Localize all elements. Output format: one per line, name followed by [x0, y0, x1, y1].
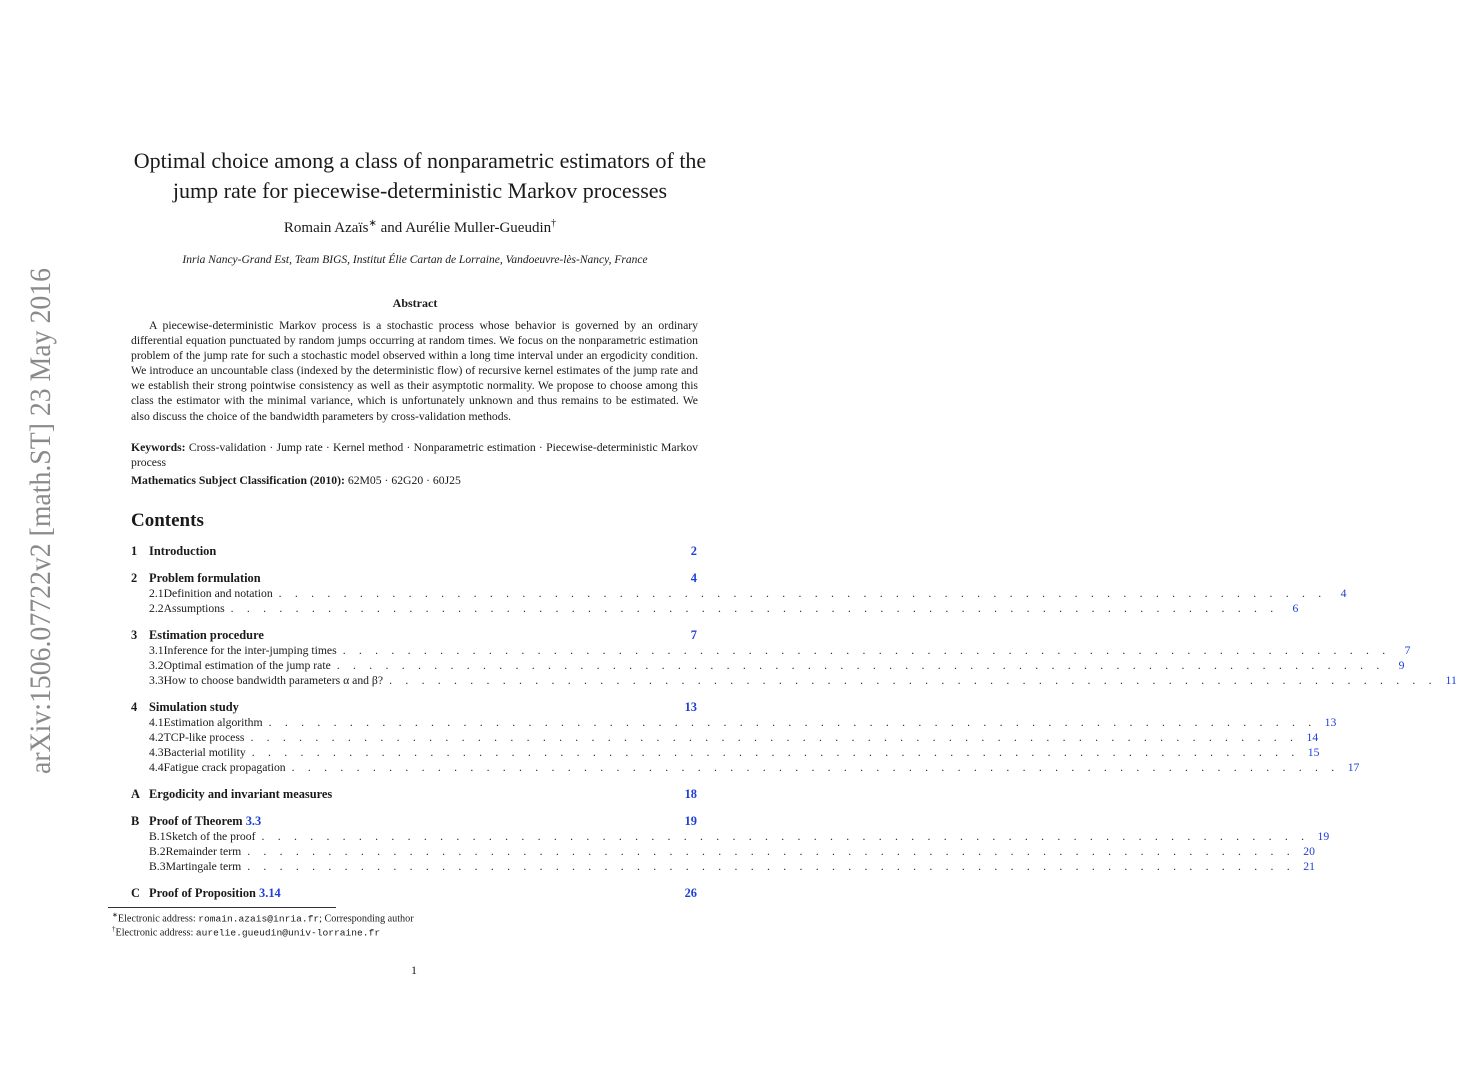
toc-number: B.2 — [149, 845, 166, 858]
toc-page-link[interactable]: 14 — [1306, 731, 1319, 744]
toc-entry-proof-proposition[interactable] — [131, 886, 697, 901]
affiliation: Inria Nancy-Grand Est, Team BIGS, Institut Élie Cartan de Lorraine, Vandoeuvre-lès-Nancy, France — [182, 254, 648, 266]
toc-entry-inter-jumping-times[interactable] — [131, 644, 1411, 657]
toc-leader-dots: . . . . . . . . . . . . . . . . . . . . . . . . . . . . . . . . . . . . . . . . . . . . . . . . . . . . . . . . . . . . . . . . . — [251, 746, 1300, 759]
footnote-1-suffix: ; Corresponding author — [319, 913, 414, 925]
footnote-2-mark: † — [112, 925, 116, 933]
toc-number: A — [131, 787, 140, 801]
toc-page-link[interactable]: 17 — [1347, 761, 1360, 774]
toc-number: 1 — [131, 544, 138, 558]
toc-page-link[interactable]: 6 — [1292, 602, 1299, 615]
author-2-mark: † — [551, 218, 557, 229]
toc-page-link[interactable]: 7 — [690, 628, 697, 642]
toc-label: Ergodicity and invariant measures — [149, 787, 333, 801]
toc-label: How to choose bandwidth parameters α and β? — [163, 674, 384, 687]
toc-label: Estimation procedure — [149, 628, 264, 642]
toc-page-link[interactable]: 2 — [690, 544, 697, 558]
toc-label: Simulation study — [149, 700, 239, 714]
toc-label: Definition and notation — [163, 587, 273, 600]
toc-entry-proof-theorem[interactable] — [131, 814, 697, 829]
contents-heading: Contents — [131, 510, 204, 531]
toc-leader-dots: . . . . . . . . . . . . . . . . . . . . . . . . . . . . . . . . . . . . . . . . . . . . . . . . . . . . . . . . . . . . . . . . . — [230, 602, 1279, 615]
footnote-1-prefix: Electronic address: — [117, 913, 199, 925]
toc-leader-dots: . . . . . . . . . . . . . . . . . . . . . . . . . . . . . . . . . . . . . . . . . . . . . . . . . . . . . . . . . . . . . . . . . — [250, 731, 1299, 744]
toc-label: Sketch of the proof — [165, 830, 256, 843]
footnote-rule — [108, 907, 336, 908]
toc-number: 2 — [131, 571, 138, 585]
toc-entry-definition-notation[interactable] — [131, 587, 1347, 600]
toc-leader-dots: . . . . . . . . . . . . . . . . . . . . . . . . . . . . . . . . . . . . . . . . . . . . . . . . . . . . . . . . . . . . . . . . . — [278, 587, 1327, 600]
toc-label: Problem formulation — [149, 571, 261, 585]
toc-page-link[interactable]: 15 — [1307, 746, 1320, 759]
toc-label: Optimal estimation of the jump rate — [163, 659, 331, 672]
proposition-ref-link[interactable]: 3.14 — [259, 886, 281, 900]
toc-entry-estimation-procedure[interactable] — [131, 628, 697, 643]
toc-leader-dots: . . . . . . . . . . . . . . . . . . . . . . . . . . . . . . . . . . . . . . . . . . . . . . . . . . . . . . . . . . . . . . . . . — [389, 674, 1437, 687]
toc-number: B.3 — [149, 860, 166, 873]
toc-label — [149, 886, 281, 901]
toc-label: Inference for the inter-jumping times — [163, 644, 337, 657]
toc-label: Estimation algorithm — [163, 716, 263, 729]
toc-number: 3.1 — [149, 644, 164, 657]
toc-entry-fatigue-crack[interactable] — [131, 761, 1360, 774]
toc-label: Remainder term — [165, 845, 242, 858]
toc-label: Fatigue crack propagation — [163, 761, 286, 774]
toc-number: B.1 — [149, 830, 166, 843]
footnote-1-mark: ∗ — [112, 911, 118, 919]
toc-leader-dots: . . . . . . . . . . . . . . . . . . . . . . . . . . . . . . . . . . . . . . . . . . . . . . . . . . . . . . . . . . . . . . . . . — [342, 644, 1391, 657]
authors — [80, 218, 760, 237]
toc-label-text: Proof of Theorem — [149, 814, 246, 828]
toc-entry-ergodicity[interactable] — [131, 787, 697, 802]
toc-number: 3.2 — [149, 659, 164, 672]
toc-number: 4.3 — [149, 746, 164, 759]
toc-leader-dots: . . . . . . . . . . . . . . . . . . . . . . . . . . . . . . . . . . . . . . . . . . . . . . . . . . . . . . . . . . . . . . . . . — [291, 761, 1340, 774]
theorem-ref-link[interactable]: 3.3 — [245, 814, 262, 828]
author-separator: and — [376, 220, 406, 236]
toc-page-link[interactable]: 21 — [1303, 860, 1315, 873]
toc-label: TCP-like process — [163, 731, 245, 744]
toc-entry-simulation-study[interactable] — [131, 700, 697, 715]
arxiv-stamp-text: arXiv:1506.07722v2 [math.ST] 23 May 2016 — [25, 236, 57, 774]
toc-number: 3 — [131, 628, 138, 642]
msc-text: 62M05 · 62G20 · 60J25 — [347, 474, 461, 487]
keywords-text: Cross-validation · Jump rate · Kernel method · Nonparametric estimation · Piecewise-deterministic Markov process — [131, 441, 699, 470]
toc-number: 4 — [131, 700, 138, 714]
arxiv-stamp — [14, 236, 64, 774]
toc-number: 4.4 — [149, 761, 164, 774]
toc-page-link[interactable]: 4 — [1340, 587, 1347, 600]
toc-page-link[interactable]: 13 — [684, 700, 697, 714]
toc-number: 3.3 — [149, 674, 164, 687]
keywords-label: Keywords: — [131, 441, 186, 454]
toc-page-link[interactable]: 26 — [684, 886, 697, 900]
toc-label: Bacterial motility — [163, 746, 246, 759]
toc-page-link[interactable]: 13 — [1324, 716, 1337, 729]
toc-page-link[interactable]: 20 — [1303, 845, 1315, 858]
toc-page-link[interactable]: 11 — [1445, 674, 1457, 687]
keywords — [131, 440, 698, 470]
author-2: Aurélie Muller-Gueudin — [405, 220, 552, 236]
toc-number: 2.1 — [149, 587, 164, 600]
toc-entry-bandwidth-parameters[interactable] — [131, 674, 1457, 687]
toc-label — [149, 814, 261, 829]
footnote-1 — [112, 911, 414, 924]
toc-label: Introduction — [149, 544, 217, 558]
toc-entry-estimation-algorithm[interactable] — [131, 716, 1337, 729]
toc-page-link[interactable]: 7 — [1404, 644, 1411, 657]
toc-page-link[interactable]: 19 — [1317, 830, 1330, 843]
toc-entry-tcp-like-process[interactable] — [131, 731, 1319, 744]
toc-entry-sketch-proof[interactable] — [131, 830, 1330, 843]
toc-leader-dots: . . . . . . . . . . . . . . . . . . . . . . . . . . . . . . . . . . . . . . . . . . . . . . . . . . . . . . . . . . . . . . . . . — [247, 845, 1295, 858]
toc-label-text: Proof of Proposition — [149, 886, 260, 900]
author-1-mark: ∗ — [368, 218, 377, 229]
author-1: Romain Azaïs — [283, 220, 369, 236]
toc-leader-dots: . . . . . . . . . . . . . . . . . . . . . . . . . . . . . . . . . . . . . . . . . . . . . . . . . . . . . . . . . . . . . . . . . — [261, 830, 1310, 843]
toc-entry-introduction[interactable] — [131, 544, 697, 559]
abstract-text: A piecewise-deterministic Markov process is a stochastic process whose behavior is governed by an ordinary differential equation punctuated by random jumps occurring at random times. We focus on the nonparametric estimation problem of the jump rate for such a stochastic model observed within a long time interval under an ergodicity condition. We introduce an uncountable class (indexed by the deterministic flow) of recursive kernel estimates of the jump rate and we establish their strong pointwise consistency as well as their asymptotic normality. We propose to choose among this class the estimator with the minimal variance, which is unfortunately unknown and thus remains to be estimated. We also discuss the choice of the bandwidth parameters by cross-validation methods. — [131, 319, 698, 423]
toc-leader-dots: . . . . . . . . . . . . . . . . . . . . . . . . . . . . . . . . . . . . . . . . . . . . . . . . . . . . . . . . . . . . . . . . . — [268, 716, 1317, 729]
toc-page-link[interactable]: 19 — [684, 814, 697, 828]
footnote-1-email-link[interactable]: romain.azais@inria.fr — [198, 913, 320, 925]
toc-page-link[interactable]: 4 — [690, 571, 697, 585]
footnote-2-prefix: Electronic address: — [115, 927, 196, 939]
toc-number: 2.2 — [149, 602, 164, 615]
toc-number: 4.1 — [149, 716, 164, 729]
toc-entry-remainder-term[interactable] — [131, 845, 1315, 858]
msc-classification — [131, 474, 698, 487]
toc-number: C — [131, 886, 140, 900]
toc-entry-problem-formulation[interactable] — [131, 571, 697, 586]
title-line-2: jump rate for piecewise-deterministic Markov processes — [172, 178, 668, 203]
toc-number: B — [131, 814, 140, 828]
toc-entry-bacterial-motility[interactable] — [131, 746, 1320, 759]
toc-page-link[interactable]: 9 — [1398, 659, 1405, 672]
toc-label: Martingale term — [165, 860, 242, 873]
toc-label: Assumptions — [163, 602, 225, 615]
toc-number: 4.2 — [149, 731, 164, 744]
abstract-heading: Abstract — [392, 296, 438, 310]
paper-title — [80, 146, 760, 206]
title-line-1: Optimal choice among a class of nonparametric estimators of the — [133, 148, 707, 173]
toc-leader-dots: . . . . . . . . . . . . . . . . . . . . . . . . . . . . . . . . . . . . . . . . . . . . . . . . . . . . . . . . . . . . . . . . . — [247, 860, 1295, 873]
toc-entry-martingale-term[interactable] — [131, 860, 1315, 873]
toc-entry-optimal-estimation[interactable] — [131, 659, 1405, 672]
toc-leader-dots: . . . . . . . . . . . . . . . . . . . . . . . . . . . . . . . . . . . . . . . . . . . . . . . . . . . . . . . . . . . . . . . . . — [336, 659, 1385, 672]
toc-page-link[interactable]: 18 — [684, 787, 697, 801]
msc-label: Mathematics Subject Classification (2010): — [131, 474, 345, 487]
toc-entry-assumptions[interactable] — [131, 602, 1299, 615]
page-number: 1 — [411, 963, 417, 977]
footnote-2 — [112, 925, 380, 938]
footnote-2-email-link[interactable]: aurelie.gueudin@univ-lorraine.fr — [195, 927, 381, 939]
